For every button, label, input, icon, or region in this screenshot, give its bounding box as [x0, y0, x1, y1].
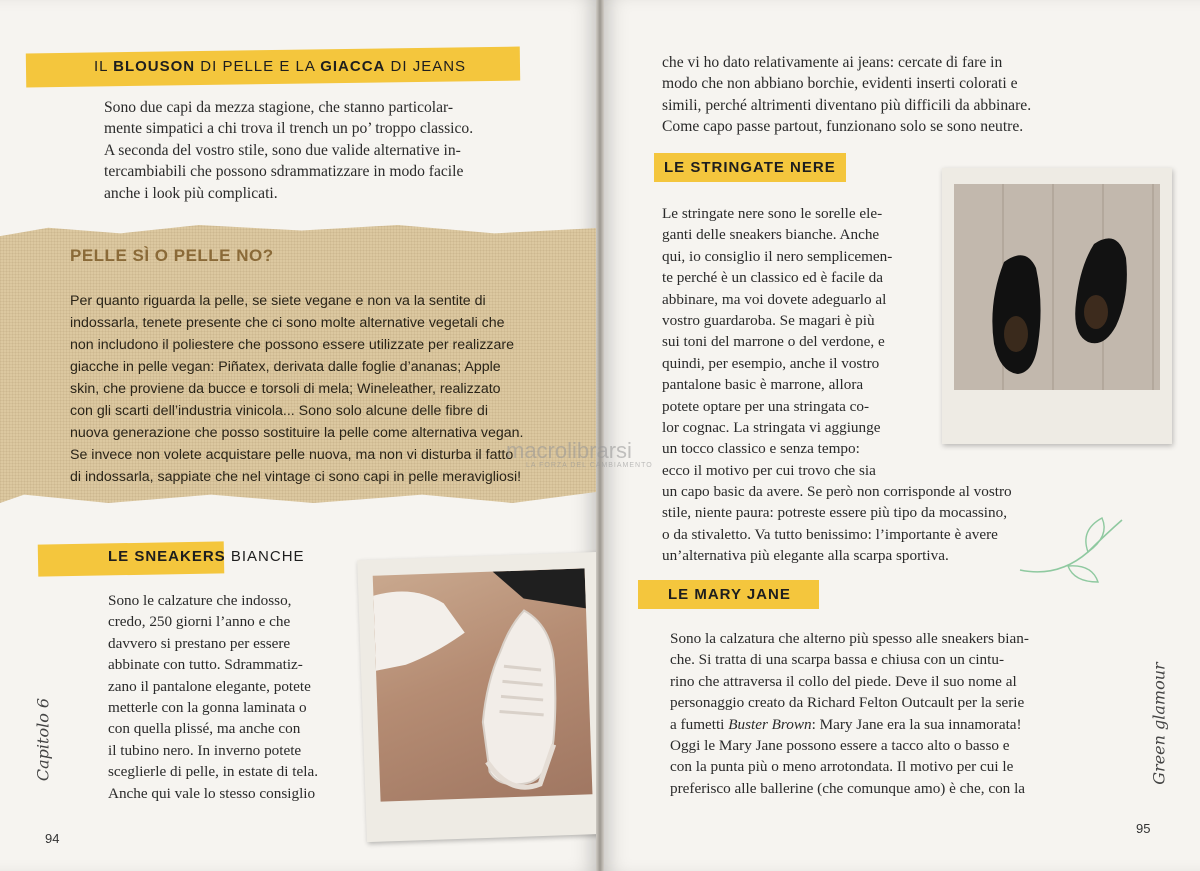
- text-line: quindi, per esempio, anche il vostro: [662, 354, 880, 372]
- paragraph-continued: [662, 52, 1086, 138]
- text-fragment: a fumetti: [670, 715, 729, 733]
- white-sneaker-illustration: [373, 568, 593, 801]
- text-line: Sono due capi da mezza stagione, che stanno particolar-: [104, 99, 454, 116]
- text-line: con la punta più o meno arrotondata. Il motivo per cui le: [670, 758, 1014, 776]
- watermark-tagline: LA FORZA DEL CAMBIAMENTO: [526, 462, 653, 469]
- paragraph-mary-jane: [670, 628, 1092, 799]
- text-line: potete optare per una stringata co-: [662, 397, 870, 415]
- text-line: tercambiabili che possono sdrammatizzare in modo facile: [104, 163, 464, 181]
- text-line: Come capo passe partout, funzionano solo se sono neutre.: [662, 118, 1024, 136]
- page-number: 94: [45, 831, 60, 846]
- text-line: il tubino nero. In inverno potete: [108, 741, 302, 759]
- text-fragment: : Mary Jane era la sua innamorata!: [811, 715, 1022, 733]
- comic-title: Buster Brown: [728, 715, 812, 733]
- text-line: o da stivaletto. Va tutto benissimo: l’importante è avere: [662, 525, 998, 543]
- text-line: A seconda del vostro stile, sono due valide alternative in-: [104, 141, 461, 159]
- section-heading-stringate: [654, 153, 846, 183]
- heading-keyword: LE SNEAKERS: [108, 548, 226, 565]
- text-line: non includono il poliestere che possono essere utilizzate per realizzare: [70, 337, 515, 353]
- text-line: sui toni del marrone o del verdone, e: [662, 333, 885, 351]
- section-heading-mary-jane: [638, 580, 819, 610]
- leaf-decoration-icon: [1018, 512, 1128, 592]
- text-line: credo, 250 giorni l’anno e che: [108, 613, 291, 631]
- text-line: modo che non abbiano borchie, evidenti inserti colorati e: [662, 75, 1018, 93]
- text-line: di indossarla, sappiate che nel vintage ci sono capi in pelle meravigliosi!: [70, 469, 522, 485]
- section-heading-blouson: [94, 52, 466, 82]
- text-line: con gli scarti dell’industria vinicola... Sono solo alcune delle fibre di: [70, 403, 488, 419]
- heading-text: DI PELLE E LA: [195, 58, 321, 75]
- watermark: macrolibrarsi: [506, 438, 632, 463]
- section-heading-sneakers: [108, 542, 305, 572]
- text-line: qui, io consiglio il nero semplicemen-: [662, 247, 893, 265]
- text-line: Sono le calzature che indosso,: [108, 592, 292, 609]
- paragraph-blouson: [104, 97, 534, 204]
- text-line: Le stringate nere sono le sorelle ele-: [662, 205, 883, 222]
- text-line: [670, 714, 1092, 735]
- text-line: metterle con la gonna laminata o: [108, 699, 307, 717]
- text-line: zano il pantalone elegante, potete: [108, 677, 311, 695]
- heading-keyword: GIACCA: [320, 58, 386, 75]
- right-page: [600, 0, 1200, 871]
- book-gutter: [596, 0, 604, 871]
- text-line: pantalone basic è marrone, allora: [662, 376, 864, 394]
- text-line: mente simpatici a chi trova il trench un po’ troppo classico.: [104, 120, 474, 138]
- text-line: simili, perché altrimenti diventano più difficili da abbinare.: [662, 96, 1032, 114]
- text-line: skin, che proviene da bucce e torsoli di mela; Wineleather, realizzato: [70, 381, 501, 397]
- paragraph-stringate: [662, 203, 932, 481]
- text-line: abbinare, ma voi dovete adeguarlo al: [662, 290, 887, 308]
- text-line: indossarla, tenete presente che ci sono molte alternative vegetali che: [70, 315, 505, 331]
- text-line: Oggi le Mary Jane possono essere a tacco alto o basso e: [670, 737, 1010, 755]
- text-line: davvero si prestano per essere: [108, 634, 291, 652]
- sidebar-box-title: PELLE SÌ O PELLE NO?: [70, 246, 274, 265]
- text-line: personaggio creato da Richard Felton Outcault per la serie: [670, 694, 1025, 712]
- text-line: stile, niente paura: potreste essere più tipo da mocassino,: [662, 504, 1007, 522]
- text-line: ecco il motivo per cui trovo che sia: [662, 461, 876, 479]
- text-line: sceglierle di pelle, in estate di tela.: [108, 763, 319, 781]
- oxford-shoes-photo: [954, 184, 1160, 390]
- polaroid-sneakers: [357, 552, 600, 842]
- book-label: Green glamour: [1149, 662, 1169, 785]
- text-line: lor cognac. La stringata vi aggiunge: [662, 419, 881, 437]
- text-line: giacche in pelle vegan: Piñatex, derivata dalle foglie d’ananas; Apple: [70, 359, 501, 375]
- text-line: nuova generazione che posso sostituire la pelle come alternativa vegan.: [70, 425, 524, 441]
- heading-text: DI JEANS: [385, 58, 467, 75]
- polaroid-stringate: [942, 168, 1172, 444]
- paragraph-sneakers: [108, 590, 360, 804]
- text-line: con quella plissé, ma anche con: [108, 720, 301, 738]
- sneaker-photo: [373, 568, 593, 801]
- black-shoes-illustration: [954, 184, 1160, 390]
- text-line: abbinate con tutto. Sdrammatiz-: [108, 656, 303, 674]
- text-line: te perché è un classico ed è facile da: [662, 269, 883, 287]
- text-line: che. Si tratta di una scarpa bassa e chiusa con un cintu-: [670, 651, 1005, 669]
- text-line: Sono la calzatura che alterno più spesso alle sneakers bian-: [670, 630, 1029, 647]
- heading-keyword: LE STRINGATE NERE: [654, 153, 846, 182]
- heading-keyword: LE MARY JANE: [638, 580, 819, 609]
- text-line: vostro guardaroba. Se magari è più: [662, 312, 875, 330]
- chapter-label: Capitolo 6: [33, 697, 53, 782]
- text-line: preferisco alle ballerine (che comunque amo) è che, con la: [670, 779, 1026, 797]
- text-line: un’alternativa più elegante alla scarpa sportiva.: [662, 547, 949, 565]
- text-line: Se invece non volete acquistare pelle nuova, ma non vi disturba il fatto: [70, 447, 514, 463]
- text-line: che vi ho dato relativamente ai jeans: cercate di fare in: [662, 54, 1003, 71]
- page-number: 95: [1136, 821, 1151, 836]
- text-line: Anche qui vale lo stesso consiglio: [108, 784, 316, 802]
- text-line: anche i look più complicati.: [104, 184, 278, 202]
- text-line: rino che attraversa il collo del piede. Deve il suo nome al: [670, 672, 1017, 690]
- heading-text: BIANCHE: [225, 548, 305, 565]
- heading-keyword: BLOUSON: [113, 58, 196, 75]
- text-line: un tocco classico e senza tempo:: [662, 440, 860, 458]
- text-line: un capo basic da avere. Se però non corrisponde al vostro: [662, 483, 1012, 500]
- heading-text: IL: [94, 58, 114, 75]
- text-line: Per quanto riguarda la pelle, se siete vegane e non va la sentite di: [70, 293, 486, 309]
- text-line: ganti delle sneakers bianche. Anche: [662, 226, 880, 244]
